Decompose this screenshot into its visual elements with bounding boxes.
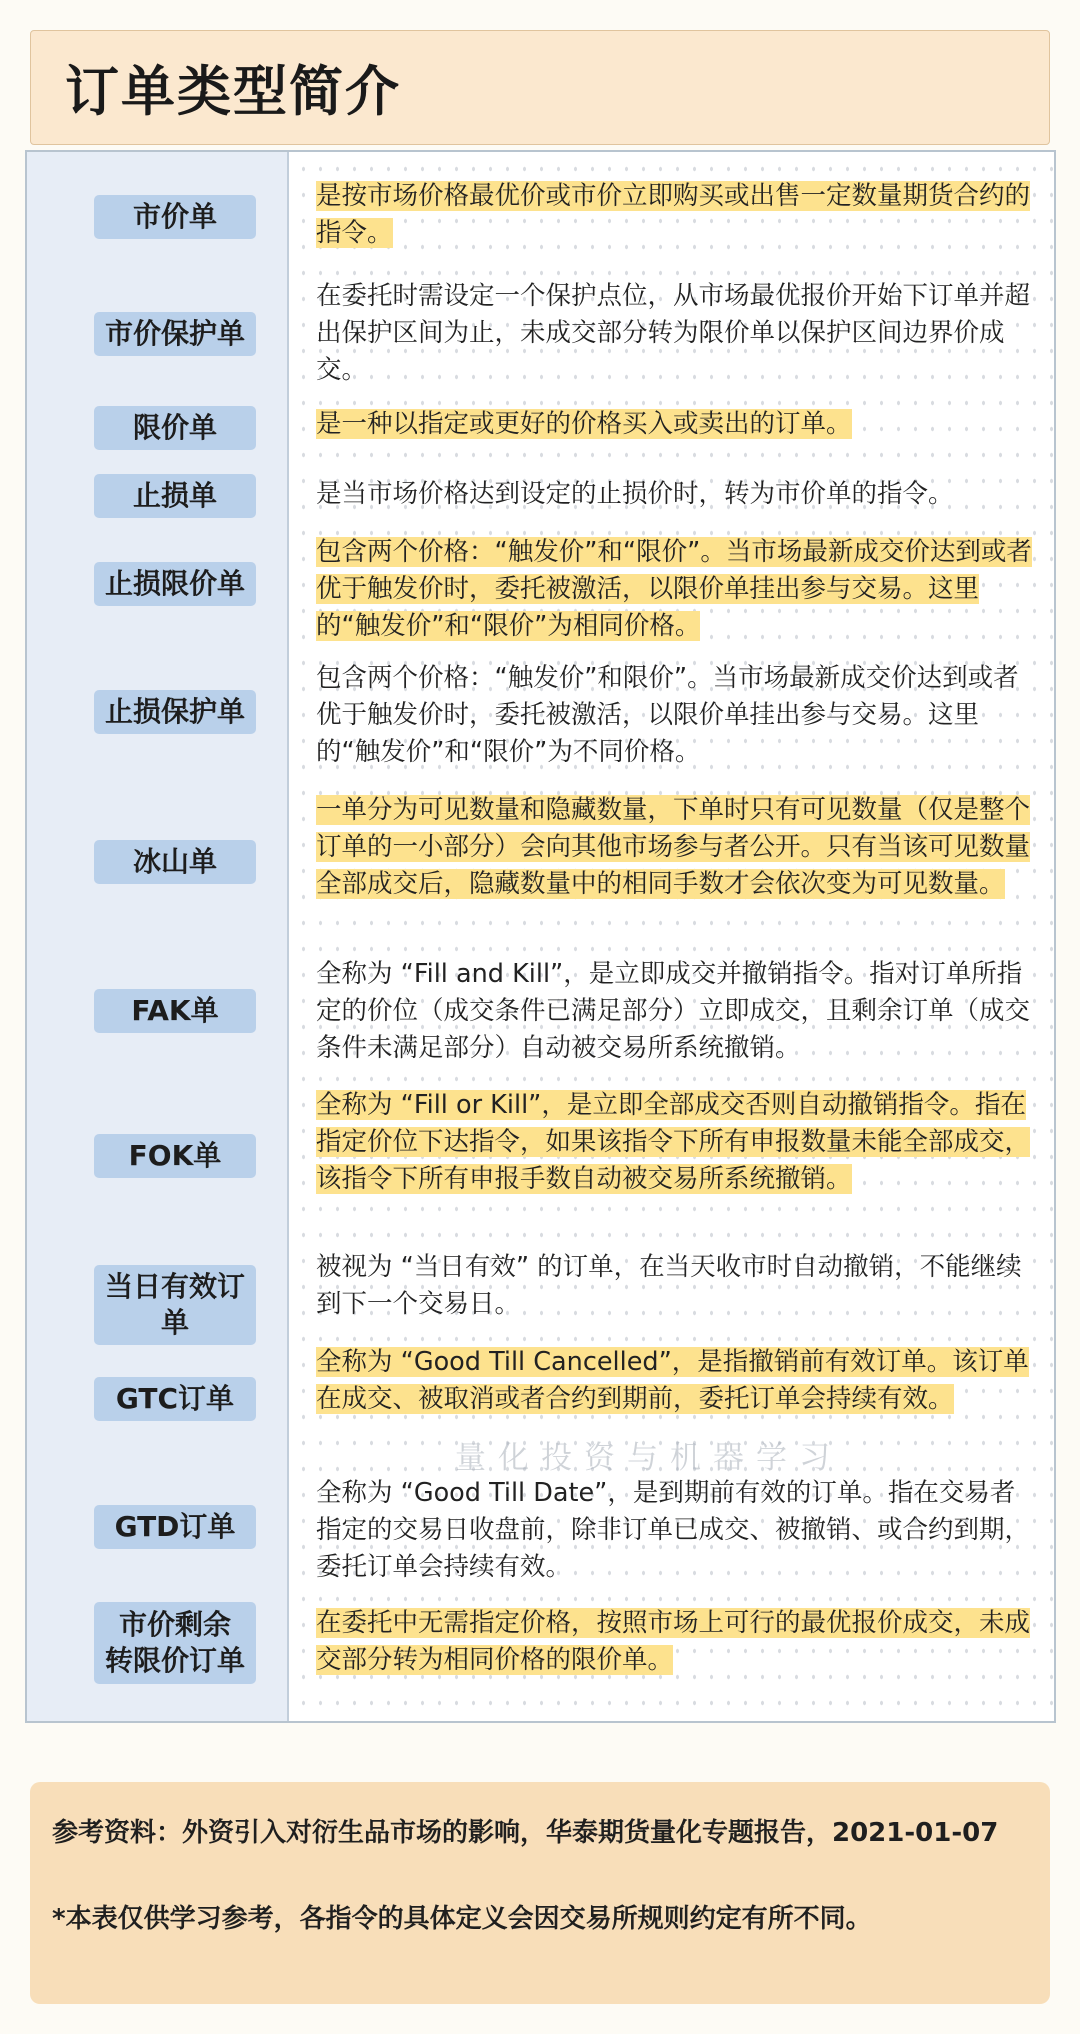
order-type-label: 限价单 <box>94 406 256 450</box>
order-type-label: 冰山单 <box>94 840 256 884</box>
order-type-label: 止损保护单 <box>94 690 256 734</box>
order-type-label: FOK单 <box>94 1134 256 1178</box>
disclaimer-note: *本表仅供学习参考，各指令的具体定义会因交易所规则约定有所不同。 <box>52 1904 872 1934</box>
order-type-label: 市价剩余 转限价订单 <box>94 1602 256 1684</box>
page-title: 订单类型简介 <box>65 60 401 123</box>
order-type-label: 止损限价单 <box>94 562 256 606</box>
order-type-label: FAK单 <box>94 989 256 1033</box>
order-type-label: 当日有效订单 <box>94 1265 256 1345</box>
order-type-label: 市价单 <box>94 195 256 239</box>
order-type-description: 被视为 “当日有效” 的订单，在当天收市时自动撤销，不能继续到下一个交易日。 <box>316 1252 1022 1319</box>
order-type-description: 是当市场价格达到设定的止损价时，转为市价单的指令。 <box>316 479 954 509</box>
page-header <box>30 30 1050 145</box>
order-type-description: 包含两个价格：“触发价”和“限价”。当市场最新成交价达到或者优于触发价时，委托被激活，以限价单挂出参与交易。这里的“触发价”和“限价”为相同价格。 <box>316 537 1032 641</box>
order-type-label: GTC订单 <box>94 1377 256 1421</box>
order-type-description: 全称为 “Fill and Kill”，是立即成交并撤销指令。指对订单所指定的价位（成交条件已满足部分）立即成交，且剩余订单（成交条件未满足部分）自动被交易所系统撤销。 <box>316 959 1031 1063</box>
watermark-text: 量化投资与机器学习 <box>455 1440 842 1476</box>
order-type-description: 一单分为可见数量和隐藏数量，下单时只有可见数量（仅是整个订单的一小部分）会向其他市场参与者公开。只有当该可见数量全部成交后，隐藏数量中的相同手数才会依次变为可见数量。 <box>316 795 1031 899</box>
order-type-label: 止损单 <box>94 474 256 518</box>
order-type-description: 全称为 “Good Till Date”，是到期前有效的订单。指在交易者指定的交易日收盘前，除非订单已成交、被撤销、或合约到期，委托订单会持续有效。 <box>316 1478 1031 1582</box>
order-type-description: 全称为 “Fill or Kill”，是立即全部成交否则自动撤销指令。指在指定价位下达指令，如果该指令下所有申报数量未能全部成交，该指令下所有申报手数自动被交易所系统撤销。 <box>316 1090 1031 1194</box>
order-type-description: 在委托时需设定一个保护点位，从市场最优报价开始下订单并超出保护区间为止，未成交部分转为限价单以保护区间边界价成交。 <box>316 281 1031 385</box>
order-type-description: 在委托中无需指定价格，按照市场上可行的最优报价成交，未成交部分转为相同价格的限价单。 <box>316 1608 1031 1675</box>
footer-box <box>30 1782 1050 2004</box>
reference-text: 参考资料：外资引入对衍生品市场的影响，华泰期货量化专题报告，2021-01-07 <box>52 1818 999 1848</box>
order-type-description: 是按市场价格最优价或市价立即购买或出售一定数量期货合约的指令。 <box>316 181 1031 248</box>
order-type-description: 是一种以指定或更好的价格买入或卖出的订单。 <box>316 409 852 439</box>
label-column <box>27 152 289 1721</box>
order-type-label: GTD订单 <box>94 1505 256 1549</box>
order-types-table <box>25 150 1056 1723</box>
order-type-description: 全称为 “Good Till Cancelled”，是指撤销前有效订单。该订单在成交、被取消或者合约到期前，委托订单会持续有效。 <box>316 1347 1029 1414</box>
order-type-description: 包含两个价格：“触发价”和限价”。当市场最新成交价达到或者优于触发价时，委托被激活，以限价单挂出参与交易。这里的“触发价”和“限价”为不同价格。 <box>316 663 1019 767</box>
order-type-label: 市价保护单 <box>94 312 256 356</box>
